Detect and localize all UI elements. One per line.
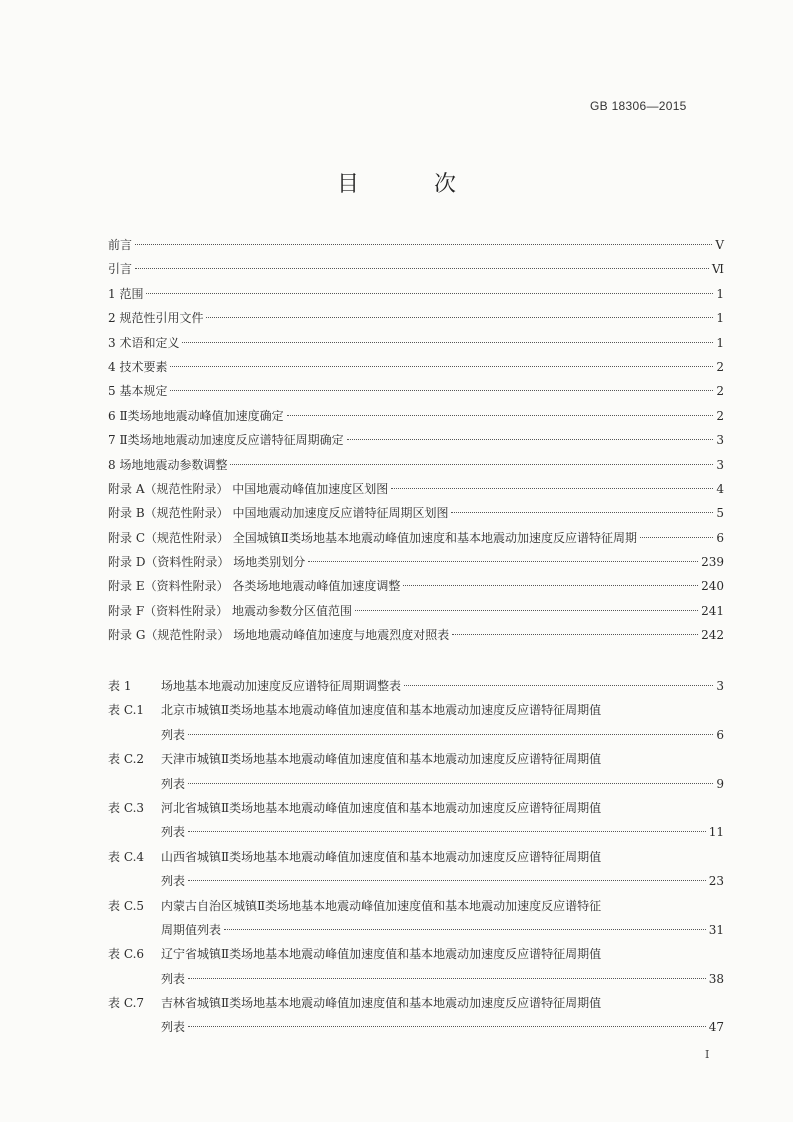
table-entry-title-cont: 列表 (161, 874, 186, 889)
dot-leader (188, 734, 713, 735)
toc-entry-page: 241 (701, 603, 724, 618)
toc-entry-page: 2 (716, 408, 724, 423)
standard-code: GB 18306—2015 (590, 99, 687, 113)
table-entry-title: 河北省城镇Ⅱ类场地基本地震动峰值加速度值和基本地震动加速度反应谱特征周期值 (161, 800, 602, 815)
toc-entry-page: 2 (716, 384, 724, 399)
table-entry-body (161, 942, 724, 991)
table-entry-title: 内蒙古自治区城镇Ⅱ类场地基本地震动峰值加速度值和基本地震动加速度反应谱特征 (161, 898, 602, 913)
table-entry-page: 3 (716, 679, 724, 693)
dot-leader (391, 488, 713, 489)
table-entry-code: 表 C.2 (108, 752, 145, 767)
table-entry-body (161, 747, 724, 796)
toc-entry-label: 7 Ⅱ类场地地震动加速度反应谱特征周期确定 (108, 433, 344, 448)
table-entry-body (161, 674, 724, 698)
toc-entry-page: 5 (716, 506, 724, 521)
table-entry-page: 31 (708, 922, 724, 937)
toc-entry[interactable] (108, 453, 724, 477)
table-entry-body (161, 845, 724, 894)
dot-leader (404, 685, 713, 686)
toc-entry-label: 1 范围 (108, 286, 144, 301)
toc-entry-page: Ⅵ (711, 262, 724, 277)
toc-entry-label: 2 规范性引用文件 (108, 311, 204, 326)
toc-entry[interactable] (108, 526, 724, 550)
table-entry[interactable] (108, 698, 724, 747)
toc-entry-label: 附录 D（资料性附录） 场地类别划分 (108, 555, 306, 570)
table-entry-title: 山西省城镇Ⅱ类场地基本地震动峰值加速度值和基本地震动加速度反应谱特征周期值 (161, 849, 602, 864)
table-entry-continuation (161, 772, 724, 796)
toc-entry-label: 附录 F（资料性附录） 地震动参数分区值范围 (108, 603, 352, 618)
table-entry[interactable] (108, 796, 724, 845)
toc-entry-label: 附录 B（规范性附录） 中国地震动加速度反应谱特征周期区划图 (108, 506, 449, 521)
toc-entry[interactable] (108, 257, 724, 281)
toc-entry-page: 4 (716, 481, 724, 496)
toc-entry-page: 240 (701, 579, 724, 594)
dot-leader (188, 978, 706, 979)
dot-leader (182, 342, 713, 343)
table-entry-code: 表 C.6 (108, 947, 145, 962)
toc-entry[interactable] (108, 550, 724, 574)
toc-entry-page: 3 (716, 457, 724, 472)
dot-leader (355, 610, 698, 611)
toc-entry-page: Ⅴ (715, 238, 724, 252)
table-entry-title-cont: 周期值列表 (161, 922, 222, 937)
table-entry-continuation (161, 967, 724, 991)
table-entry-continuation (161, 918, 724, 942)
table-entry-title-cont: 列表 (161, 971, 186, 986)
dot-leader (224, 929, 706, 930)
table-entry-title-cont: 列表 (161, 727, 186, 742)
toc-entry[interactable] (108, 623, 724, 647)
table-entry-body (161, 698, 724, 747)
table-entry-title-cont: 列表 (161, 825, 186, 840)
page-title: 目 次 (337, 172, 490, 197)
toc-entry-page: 1 (716, 286, 724, 301)
toc-entry[interactable] (108, 599, 724, 623)
toc-entry-page: 3 (716, 433, 724, 448)
table-entry-code: 表 C.7 (108, 996, 145, 1011)
dot-leader (135, 268, 709, 269)
dot-leader (206, 317, 713, 318)
toc-entry-page: 239 (701, 555, 724, 570)
dot-leader (287, 415, 713, 416)
table-entry-title: 北京市城镇Ⅱ类场地基本地震动峰值加速度值和基本地震动加速度反应谱特征周期值 (161, 703, 602, 718)
table-entry-code: 表 C.3 (108, 800, 145, 815)
toc-entry-label: 8 场地地震动参数调整 (108, 457, 228, 472)
table-entry[interactable] (108, 845, 724, 894)
page-number: I (705, 1048, 710, 1061)
table-entry[interactable] (108, 991, 724, 1040)
toc-entry[interactable] (108, 331, 724, 355)
toc-entry-page: 6 (716, 530, 724, 545)
toc-entry[interactable] (108, 379, 724, 403)
toc-entry-page: 1 (716, 335, 724, 350)
table-entry-page: 9 (716, 776, 724, 791)
toc-main-list (108, 233, 724, 648)
dot-leader (230, 464, 713, 465)
table-entry-code: 表 1 (108, 679, 132, 693)
dot-leader (308, 561, 698, 562)
table-entry-page: 11 (708, 825, 724, 840)
table-entry-page: 23 (708, 874, 724, 889)
table-entry-title: 天津市城镇Ⅱ类场地基本地震动峰值加速度值和基本地震动加速度反应谱特征周期值 (161, 752, 602, 767)
table-entry-continuation (161, 723, 724, 747)
toc-entry-label: 前言 (108, 238, 133, 252)
toc-entry-label: 引言 (108, 262, 133, 277)
table-entry-continuation (161, 820, 724, 844)
table-entry-body (161, 991, 724, 1040)
table-entry-continuation (161, 869, 724, 893)
toc-entry-label: 附录 C（规范性附录） 全国城镇Ⅱ类场地基本地震动峰值加速度和基本地震动加速度反应谱特征周期 (108, 530, 637, 545)
dot-leader (451, 512, 713, 513)
table-entry-page: 47 (708, 1020, 724, 1035)
toc-entry[interactable] (108, 501, 724, 525)
toc-entry[interactable] (108, 404, 724, 428)
toc-entry[interactable] (108, 355, 724, 379)
dot-leader (170, 390, 713, 391)
table-entry[interactable] (108, 747, 724, 796)
table-entry-title-cont: 列表 (161, 776, 186, 791)
table-entry[interactable] (108, 894, 724, 943)
toc-entry-page: 242 (701, 628, 724, 643)
table-entry-code: 表 C.4 (108, 849, 145, 864)
table-entry-page: 6 (716, 727, 724, 742)
toc-entry[interactable] (108, 282, 724, 306)
toc-entry-label: 附录 A（规范性附录） 中国地震动峰值加速度区划图 (108, 481, 389, 496)
table-entry-body (161, 796, 724, 845)
table-entry-code: 表 C.1 (108, 703, 145, 718)
dot-leader (640, 537, 713, 538)
toc-entry-label: 4 技术要素 (108, 359, 168, 374)
table-entry-page: 38 (708, 971, 724, 986)
toc-entry-label: 5 基本规定 (108, 384, 168, 399)
toc-entry-page: 2 (716, 359, 724, 374)
toc-entry[interactable] (108, 428, 724, 452)
dot-leader (452, 634, 698, 635)
dot-leader (188, 831, 706, 832)
toc-entry-label: 3 术语和定义 (108, 335, 180, 350)
toc-entry-label: 6 Ⅱ类场地地震动峰值加速度确定 (108, 408, 284, 423)
dot-leader (135, 244, 712, 245)
dot-leader (403, 585, 698, 586)
dot-leader (170, 366, 713, 367)
toc-entry[interactable] (108, 574, 724, 598)
table-entry-body (161, 894, 724, 943)
table-entry-title: 吉林省城镇Ⅱ类场地基本地震动峰值加速度值和基本地震动加速度反应谱特征周期值 (161, 996, 602, 1011)
toc-tables-list (108, 674, 724, 1040)
toc-entry-label: 附录 G（规范性附录） 场地地震动峰值加速度与地震烈度对照表 (108, 628, 450, 643)
dot-leader (347, 439, 713, 440)
toc-entry[interactable] (108, 477, 724, 501)
toc-entry[interactable] (108, 306, 724, 330)
dot-leader (146, 293, 713, 294)
dot-leader (188, 783, 713, 784)
table-entry-continuation (161, 1015, 724, 1039)
table-entry-title: 辽宁省城镇Ⅱ类场地基本地震动峰值加速度值和基本地震动加速度反应谱特征周期值 (161, 947, 602, 962)
dot-leader (188, 1026, 706, 1027)
table-entry[interactable] (108, 674, 724, 698)
toc-entry[interactable] (108, 233, 724, 257)
table-entry-line (161, 674, 724, 698)
dot-leader (188, 880, 706, 881)
toc-entry-label: 附录 E（资料性附录） 各类场地地震动峰值加速度调整 (108, 579, 401, 594)
table-entry-code: 表 C.5 (108, 898, 145, 913)
table-entry-title: 场地基本地震动加速度反应谱特征周期调整表 (161, 679, 402, 693)
toc-entry-page: 1 (716, 311, 724, 326)
table-entry[interactable] (108, 942, 724, 991)
table-entry-title-cont: 列表 (161, 1020, 186, 1035)
